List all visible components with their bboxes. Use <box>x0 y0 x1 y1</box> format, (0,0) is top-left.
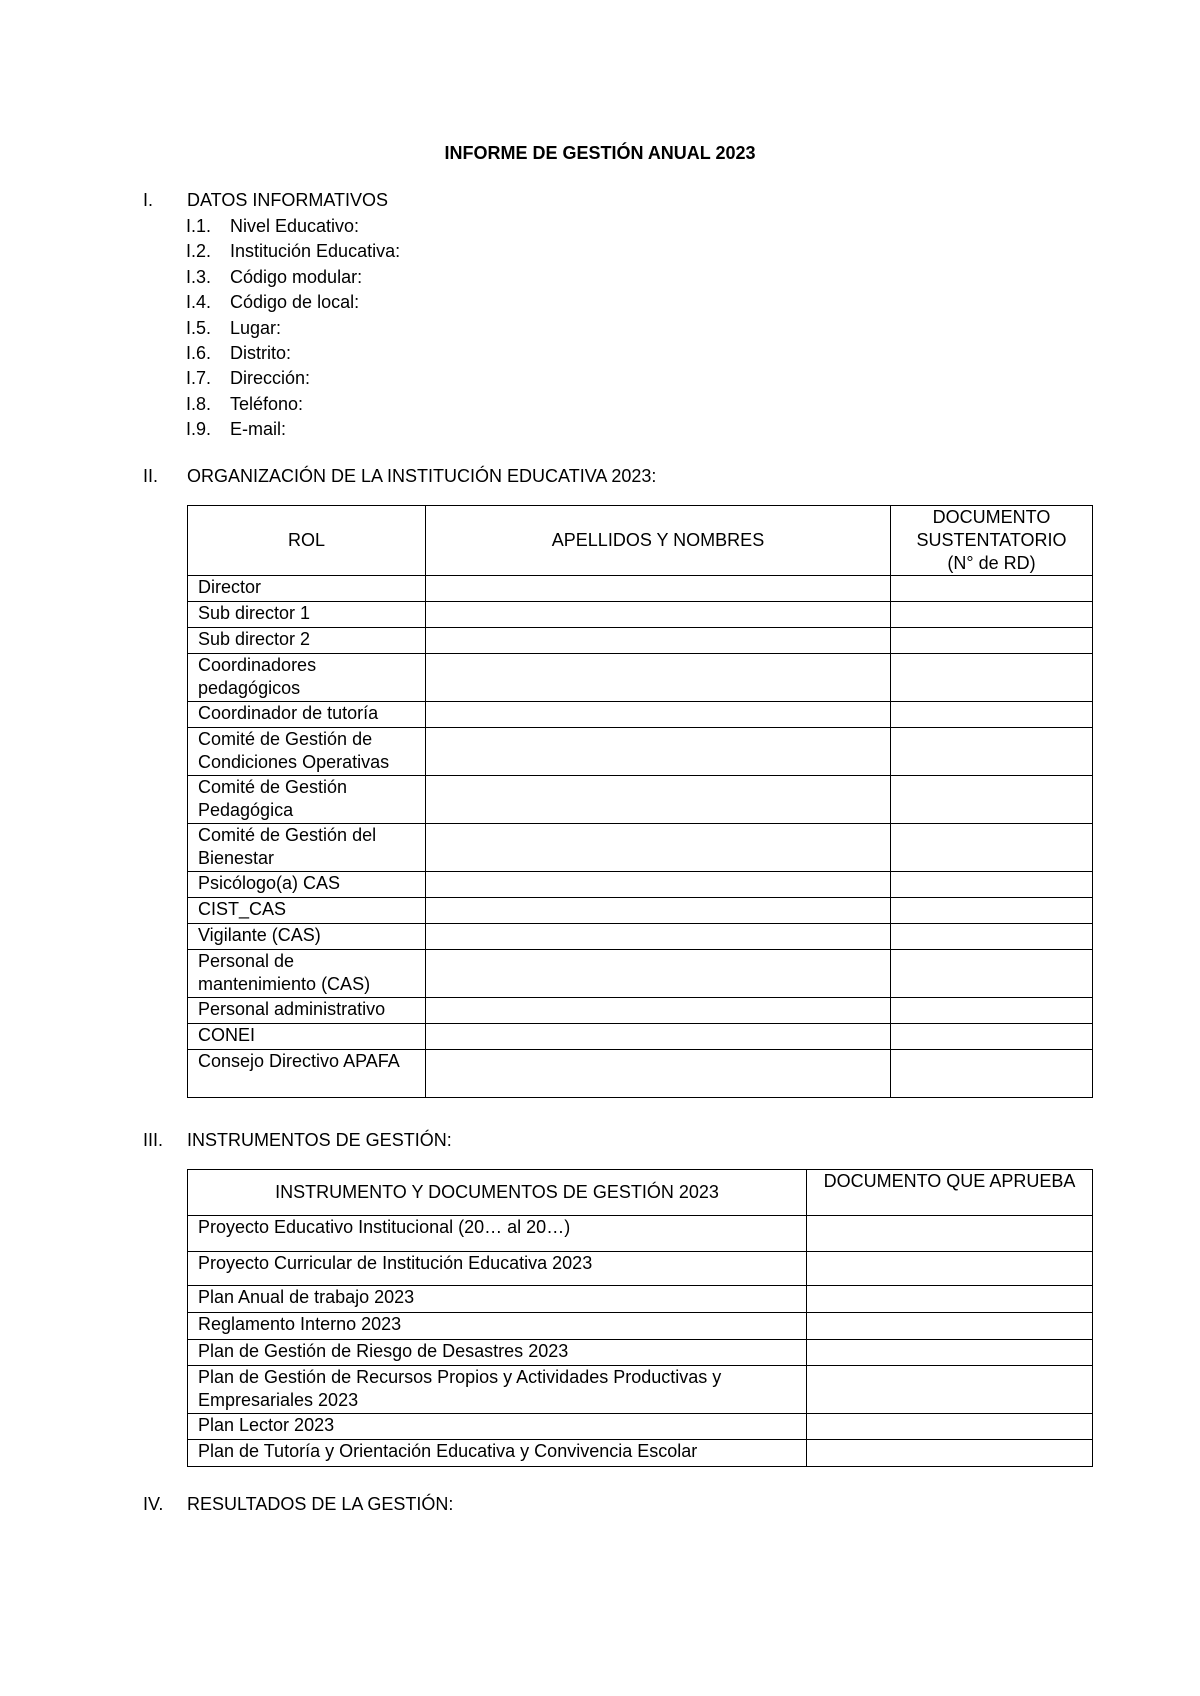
names-cell[interactable] <box>426 1024 891 1050</box>
document-cell[interactable] <box>891 1024 1093 1050</box>
names-cell[interactable] <box>426 576 891 602</box>
document-cell[interactable] <box>891 728 1093 776</box>
document-cell[interactable] <box>891 998 1093 1024</box>
approval-document-cell[interactable] <box>807 1340 1093 1366</box>
approval-document-cell[interactable] <box>807 1216 1093 1252</box>
table-row <box>188 576 1093 602</box>
names-cell[interactable] <box>426 998 891 1024</box>
table-row <box>188 1313 1093 1340</box>
document-cell[interactable] <box>891 924 1093 950</box>
role-cell: Personal de mantenimiento (CAS) <box>188 950 426 998</box>
section-label: RESULTADOS DE LA GESTIÓN: <box>187 1494 454 1514</box>
datos-informativos-list <box>186 214 400 443</box>
table-row <box>188 1286 1093 1313</box>
approval-document-cell[interactable] <box>807 1286 1093 1313</box>
role-cell: CONEI <box>188 1024 426 1050</box>
instrument-cell: Plan de Tutoría y Orientación Educativa y Convivencia Escolar <box>188 1440 807 1467</box>
table-row <box>188 1252 1093 1286</box>
table-row <box>188 654 1093 702</box>
table-row <box>188 872 1093 898</box>
document-cell[interactable] <box>891 872 1093 898</box>
document-cell[interactable] <box>891 602 1093 628</box>
table-row <box>188 898 1093 924</box>
names-cell[interactable] <box>426 924 891 950</box>
role-cell: CIST_CAS <box>188 898 426 924</box>
instrument-cell: Proyecto Curricular de Institución Educativa 2023 <box>188 1252 807 1286</box>
column-header: DOCUMENTO SUSTENTATORIO (N° de RD) <box>891 506 1093 576</box>
section-label: INSTRUMENTOS DE GESTIÓN: <box>187 1130 452 1150</box>
table-row <box>188 776 1093 824</box>
names-cell[interactable] <box>426 1050 891 1098</box>
role-cell: Comité de Gestión Pedagógica <box>188 776 426 824</box>
names-cell[interactable] <box>426 602 891 628</box>
section-number: I. <box>143 190 154 210</box>
role-cell: Sub director 2 <box>188 628 426 654</box>
table-row <box>188 1366 1093 1414</box>
section-number: II. <box>143 466 159 486</box>
table-row <box>188 950 1093 998</box>
list-item: I.1. Nivel Educativo: <box>186 216 360 236</box>
names-cell[interactable] <box>426 728 891 776</box>
role-cell: Sub director 1 <box>188 602 426 628</box>
table-row <box>188 1024 1093 1050</box>
list-item: I.8. Teléfono: <box>186 393 304 414</box>
approval-document-cell[interactable] <box>807 1440 1093 1467</box>
names-cell[interactable] <box>426 824 891 872</box>
instrument-cell: Plan Lector 2023 <box>188 1414 807 1440</box>
document-cell[interactable] <box>891 654 1093 702</box>
instrument-cell: Reglamento Interno 2023 <box>188 1313 807 1340</box>
column-header: INSTRUMENTO Y DOCUMENTOS DE GESTIÓN 2023 <box>188 1170 807 1216</box>
names-cell[interactable] <box>426 872 891 898</box>
role-cell: Vigilante (CAS) <box>188 924 426 950</box>
role-cell: Comité de Gestión de Condiciones Operativas <box>188 728 426 776</box>
names-cell[interactable] <box>426 776 891 824</box>
section-label: DATOS INFORMATIVOS <box>187 190 389 210</box>
section-3-heading <box>143 1130 452 1151</box>
document-title: INFORME DE GESTIÓN ANUAL 2023 <box>444 143 756 163</box>
approval-document-cell[interactable] <box>807 1313 1093 1340</box>
instrument-cell: Plan de Gestión de Recursos Propios y Actividades Productivas y Empresariales 2023 <box>188 1366 807 1414</box>
approval-document-cell[interactable] <box>807 1366 1093 1414</box>
role-cell: Psicólogo(a) CAS <box>188 872 426 898</box>
table-row <box>188 602 1093 628</box>
document-cell[interactable] <box>891 1050 1093 1098</box>
table-row <box>188 728 1093 776</box>
list-item: I.3. Código modular: <box>186 266 363 287</box>
role-cell: Coordinador de tutoría <box>188 702 426 728</box>
list-item: I.2. Institución Educativa: <box>186 241 401 262</box>
approval-document-cell[interactable] <box>807 1414 1093 1440</box>
names-cell[interactable] <box>426 898 891 924</box>
instruments-table <box>187 1169 1093 1467</box>
document-cell[interactable] <box>891 824 1093 872</box>
role-cell: Personal administrativo <box>188 998 426 1024</box>
table-row <box>188 1216 1093 1252</box>
names-cell[interactable] <box>426 950 891 998</box>
role-cell: Consejo Directivo APAFA <box>188 1050 426 1098</box>
column-header: APELLIDOS Y NOMBRES <box>426 506 891 576</box>
table-row <box>188 1340 1093 1366</box>
list-item: I.4. Código de local: <box>186 292 360 313</box>
table-header-row <box>188 506 1093 576</box>
names-cell[interactable] <box>426 654 891 702</box>
names-cell[interactable] <box>426 628 891 654</box>
section-4-heading <box>143 1494 453 1515</box>
table-row <box>188 824 1093 872</box>
instrument-cell: Proyecto Educativo Institucional (20… al 20…) <box>188 1216 807 1252</box>
document-cell[interactable] <box>891 950 1093 998</box>
names-cell[interactable] <box>426 702 891 728</box>
role-cell: Comité de Gestión del Bienestar <box>188 824 426 872</box>
column-header: ROL <box>188 506 426 576</box>
list-item: I.9. E-mail: <box>186 419 287 440</box>
section-1-heading <box>143 190 388 211</box>
approval-document-cell[interactable] <box>807 1252 1093 1286</box>
table-row <box>188 1050 1093 1098</box>
section-label: ORGANIZACIÓN DE LA INSTITUCIÓN EDUCATIVA 2023: <box>187 466 657 486</box>
list-item: I.6. Distrito: <box>186 342 292 363</box>
document-cell[interactable] <box>891 898 1093 924</box>
table-row <box>188 924 1093 950</box>
table-row <box>188 1440 1093 1467</box>
document-cell[interactable] <box>891 576 1093 602</box>
role-cell: Director <box>188 576 426 602</box>
table-row <box>188 1414 1093 1440</box>
list-item: I.5. Lugar: <box>186 317 282 338</box>
document-cell[interactable] <box>891 702 1093 728</box>
role-cell: Coordinadores pedagógicos <box>188 654 426 702</box>
table-row <box>188 702 1093 728</box>
instrument-cell: Plan Anual de trabajo 2023 <box>188 1286 807 1313</box>
table-row <box>188 628 1093 654</box>
list-item: I.7. Dirección: <box>186 368 311 389</box>
organization-table <box>187 505 1093 1098</box>
section-2-heading <box>143 466 656 487</box>
table-row <box>188 998 1093 1024</box>
column-header: DOCUMENTO QUE APRUEBA <box>807 1170 1093 1216</box>
section-number: III. <box>143 1130 164 1150</box>
table-header-row <box>188 1170 1093 1216</box>
document-cell[interactable] <box>891 628 1093 654</box>
instrument-cell: Plan de Gestión de Riesgo de Desastres 2023 <box>188 1340 807 1366</box>
section-number: IV. <box>143 1494 164 1514</box>
document-cell[interactable] <box>891 776 1093 824</box>
